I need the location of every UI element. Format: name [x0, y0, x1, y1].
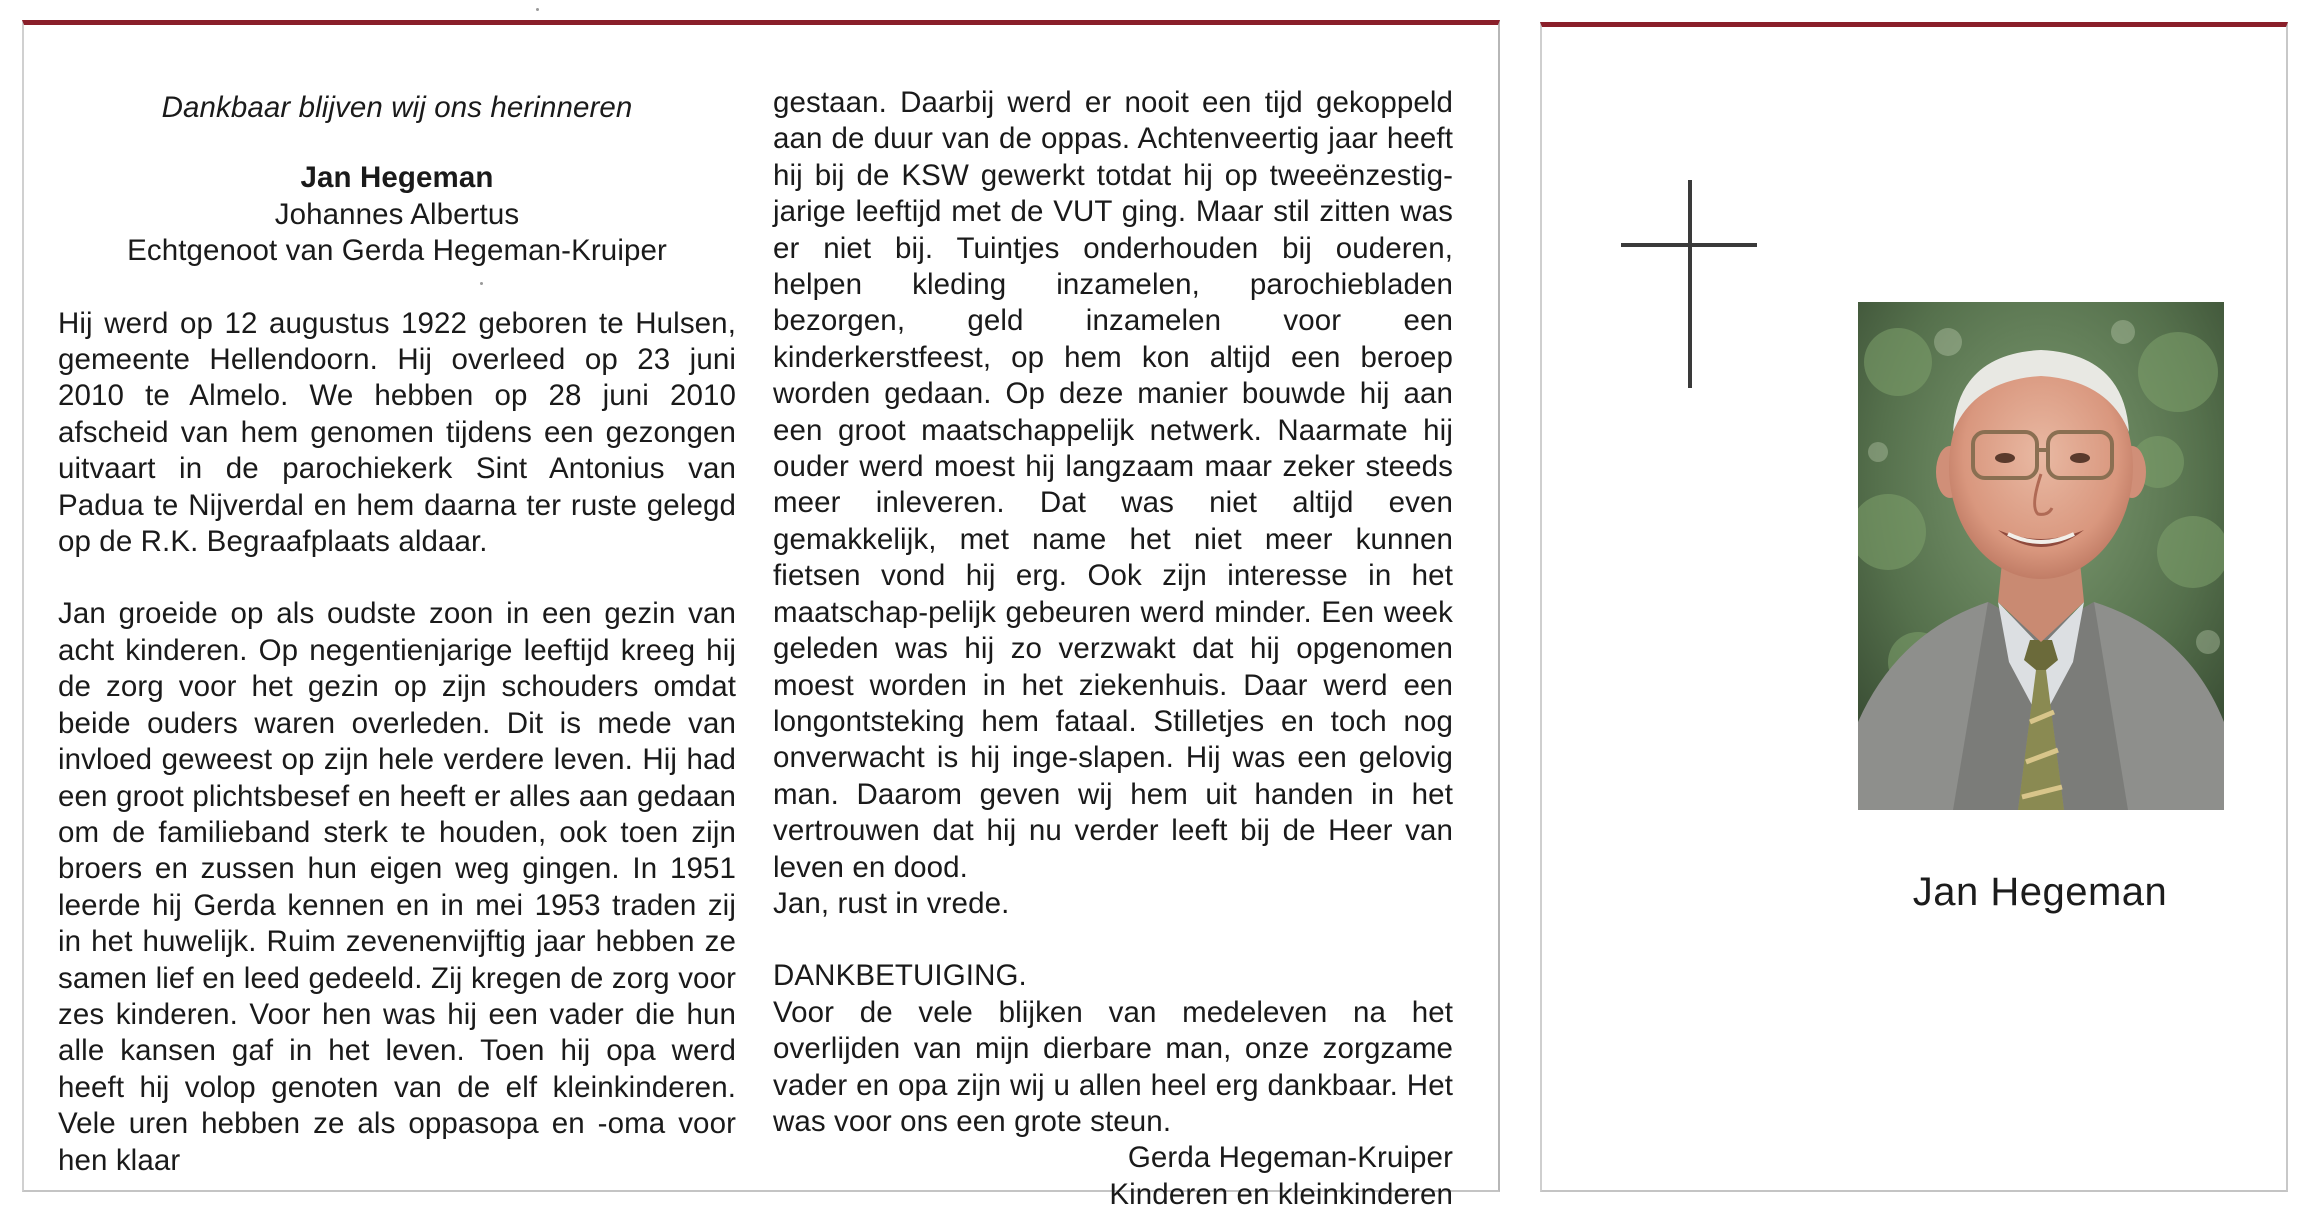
- thanks-title: DANKBETUIGING.: [773, 959, 1027, 993]
- thanks-text: Voor de vele blijken van medeleven na het overlijden van mijn dierbare man, onze zorgzame vader en opa zijn wij u allen heel erg dankbaar. Het was voor ons een grote steun.: [773, 995, 1453, 1138]
- front-name: Jan Hegeman: [1912, 870, 2168, 914]
- cross-icon-bar: [1621, 243, 1757, 247]
- intro-line: Dankbaar blijven wij ons herinneren: [161, 91, 633, 124]
- text-column-left: [58, 90, 736, 1179]
- header-block: [58, 90, 736, 270]
- life-story-paragraph: Jan groeide op als oudste zoon in een gezin van acht kinderen. Op negentienjarige leeftijd kreeg hij de zorg voor het gezin op zijn schouders omdat beide ouders waren overleden. Dit is mede van invloed geweest op zijn hele verdere leven. Hij had een groot plichtsbesef en heeft er alles aan gedaan om de familieband sterk te houden, ook toen zijn broers en zussen hun eigen weg gingen. In 1951 leerde hij Gerda kennen en in mei 1953 traden zij in het huwelijk. Ruim zevenenvijftig jaar hebben ze samen lief en leed gedeeld. Zij kregen de zorg voor zes kinderen. Voor hen was hij een vader die hun alle kansen gaf in het leven. Toen hij opa werd heeft hij volop genoten van de elf kleinkinderen. Vele uren hebben ze als oppasopa en -oma voor hen klaar: [58, 597, 736, 1177]
- biography-paragraph: Hij werd op 12 augustus 1922 geboren te Hulsen, gemeente Hellendoorn. Hij overleed op 23 juni 2010 te Almelo. We hebben op 28 juni 2010 afscheid van hem genomen tijdens een gezongen uitvaart in de parochiekerk Sint Antonius van Padua te Nijverdal en hem daarna ter ruste gelegd op de R.K. Begraafplaats aldaar.: [58, 306, 736, 559]
- deceased-name: Jan Hegeman: [300, 161, 494, 195]
- signature-family: Gerda Hegeman-Kruiper: [1127, 1141, 1453, 1175]
- life-story-continued: gestaan. Daarbij werd er nooit een tijd gekoppeld aan de duur van de oppas. Achtenveertig jaar heeft hij bij de KSW gewerkt totdat hij op tweeënzestig-jarige leeftijd met de VUT ging. Maar stil zitten was er niet bij. Tuintjes onderhouden bij ouderen, helpen kleding inzamelen, parochiebladen bezorgen, geld inzamelen voor een kinderkerstfeest, op hem kon altijd een beroep worden gedaan. Op deze manier bouwde hij aan een groot maatschappelijk netwerk. Naarmate hij ouder werd moest hij langzaam maar zeker steeds meer inleveren. Dat was niet altijd even gemakkelijk, met name het niet meer kunnen fietsen vond hij erg. Ook zijn interesse in het maatschap-pelijk gebeuren werd minder. Een week geleden was hij zo verzwakt dat hij opgenomen moest worden in het ziekenhuis. Daar werd een longontsteking hem fataal. Stilletjes en toch nog onverwacht is hij inge-slapen. Hij was een gelovig man. Daarom geven wij hem uit handen in het vertrouwen dat hij nu verder leeft bij de Heer van leven en dood.: [773, 86, 1453, 884]
- signature-children: Kinderen en kleinkinderen: [1109, 1177, 1453, 1211]
- paper-speck: [536, 8, 539, 11]
- deceased-full-name: Johannes Albertus: [274, 197, 520, 231]
- closing-line: Jan, rust in vrede.: [773, 886, 1010, 920]
- cross-icon: [1688, 180, 1692, 388]
- text-column-right: [773, 85, 1453, 1213]
- spouse-line: Echtgenoot van Gerda Hegeman-Kruiper: [127, 234, 667, 268]
- portrait-photo: [1858, 302, 2224, 810]
